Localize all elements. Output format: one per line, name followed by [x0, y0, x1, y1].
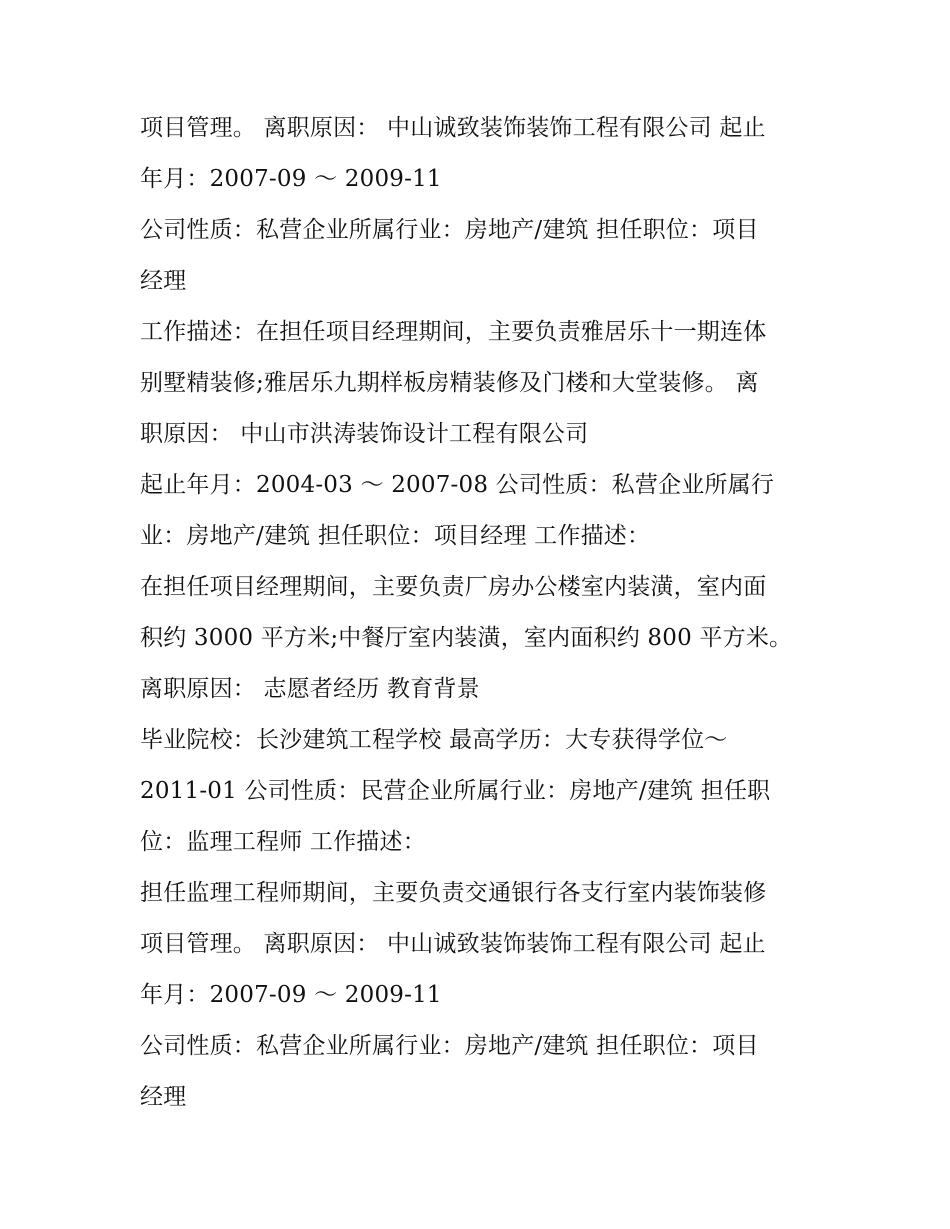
text-line: 2011-01 公司性质：民营企业所属行业：房地产/建筑 担任职	[140, 778, 771, 804]
text-line: 经理	[140, 1084, 187, 1110]
text-line: 积约 3000 平方米;中餐厅室内装潢，室内面积约 800 平方米。	[140, 625, 793, 651]
text-line: 担任监理工程师期间，主要负责交通银行各支行室内装饰装修	[140, 880, 767, 906]
text-line: 在担任项目经理期间，主要负责厂房办公楼室内装潢，室内面	[140, 574, 767, 600]
text-line: 项目管理。 离职原因： 中山诚致装饰装饰工程有限公司 起止	[140, 931, 766, 957]
text-line: 位：监理工程师 工作描述：	[140, 829, 426, 855]
text-line: 起止年月：2004-03 ～ 2007-08 公司性质：私营企业所属行	[140, 472, 775, 498]
text-line: 离职原因： 志愿者经历 教育背景	[140, 676, 480, 702]
text-line: 年月：2007-09 ～ 2009-11	[140, 982, 442, 1008]
text-line: 职原因： 中山市洪涛装饰设计工程有限公司	[140, 421, 589, 447]
text-line: 毕业院校：长沙建筑工程学校 最高学历：大专获得学位～	[140, 727, 728, 753]
text-line: 年月：2007-09 ～ 2009-11	[140, 166, 442, 192]
text-line: 公司性质：私营企业所属行业：房地产/建筑 担任职位：项目	[140, 1033, 759, 1059]
text-line: 项目管理。 离职原因： 中山诚致装饰装饰工程有限公司 起止	[140, 115, 766, 141]
document-body	[140, 103, 820, 1123]
text-line: 别墅精装修;雅居乐九期样板房精装修及门楼和大堂装修。 离	[140, 370, 759, 396]
text-line: 工作描述：在担任项目经理期间，主要负责雅居乐十一期连体	[140, 319, 767, 345]
text-line: 业：房地产/建筑 担任职位：项目经理 工作描述：	[140, 523, 651, 549]
text-line: 经理	[140, 268, 187, 294]
text-line: 公司性质：私营企业所属行业：房地产/建筑 担任职位：项目	[140, 217, 759, 243]
